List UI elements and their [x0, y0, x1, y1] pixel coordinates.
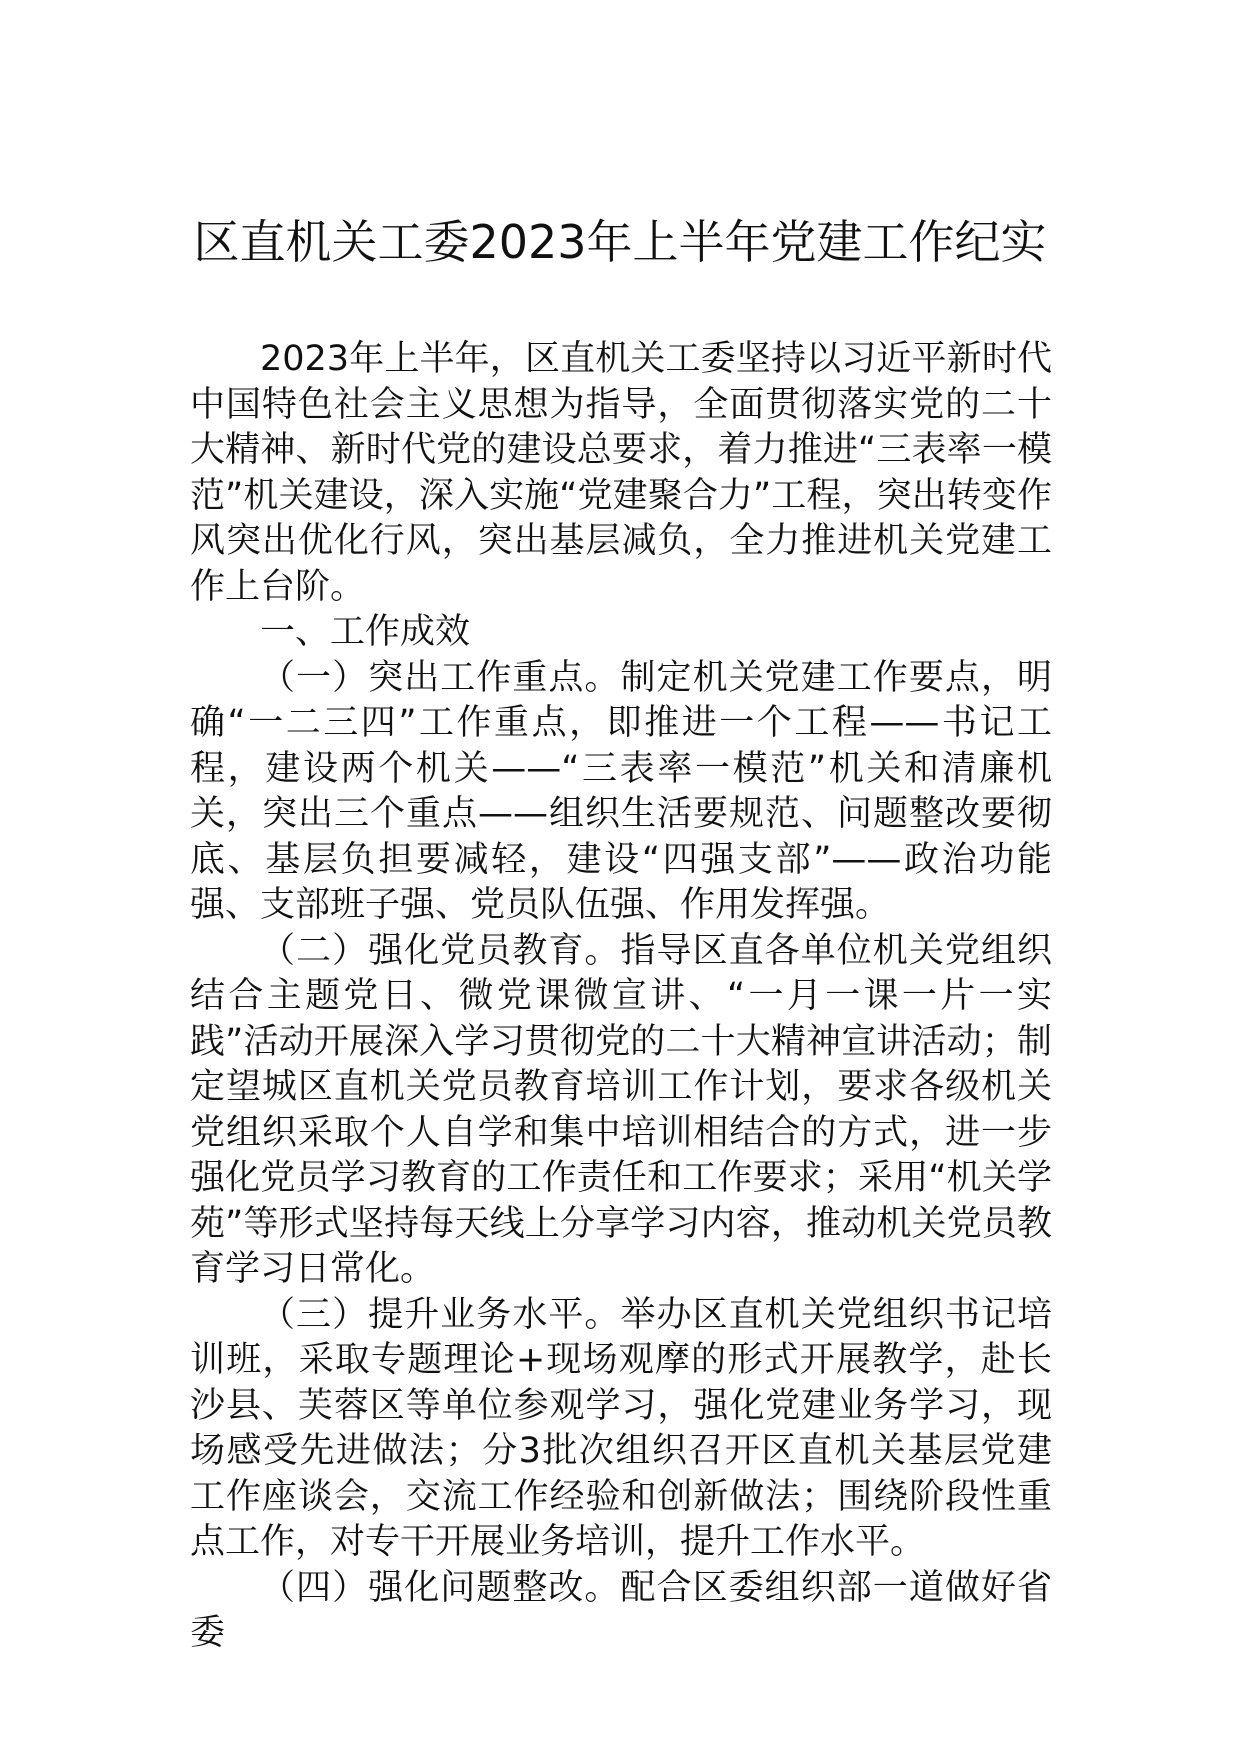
document-body: [190, 337, 1052, 1657]
item-paragraph-4: （四）强化问题整改。配合区委组织部一道做好省委: [190, 1567, 1052, 1653]
intro-paragraph: 2023年上半年，区直机关工委坚持以习近平新时代中国特色社会主义思想为指导，全面贯彻落实党的二十大精神、新时代党的建设总要求，着力推进“三表率一模范”机关建设，深入实施“党建聚合力”工程，突出转变作风突出优化行风，突出基层减负，全力推进机关党建工作上台阶。: [190, 339, 1052, 607]
document-title: 区直机关工委2023年上半年党建工作纪实: [193, 215, 1047, 269]
item-paragraph-2: （二）强化党员教育。指导区直各单位机关党组织结合主题党日、微党课微宣讲、“一月一课一片一实践”活动开展深入学习贯彻党的二十大精神宣讲活动；制定望城区直机关党员教育培训工作计划，要求各级机关党组织采取个人自学和集中培训相结合的方式，进一步强化党员学习教育的工作责任和工作要求；采用“机关学苑”等形式坚持每天线上分享学习内容，推动机关党员教育学习日常化。: [190, 930, 1052, 1289]
item-paragraph-3: （三）提升业务水平。举办区直机关党组织书记培训班，采取专题理论+现场观摩的形式开展教学，赴长沙县、芙蓉区等单位参观学习，强化党建业务学习，现场感受先进做法；分3批次组织召开区直机关基层党建工作座谈会，交流工作经验和创新做法；围绕阶段性重点工作，对专干开展业务培训，提升工作水平。: [190, 1294, 1052, 1562]
item-paragraph-1: （一）突出工作重点。制定机关党建工作要点，明确“一二三四”工作重点，即推进一个工程——书记工程，建设两个机关——“三表率一模范”机关和清廉机关，突出三个重点——组织生活要规范、问题整改要彻底、基层负担要减轻，建设“四强支部”——政治功能强、支部班子强、党员队伍强、作用发挥强。: [190, 657, 1052, 925]
section-heading: 一、工作成效: [260, 612, 471, 652]
